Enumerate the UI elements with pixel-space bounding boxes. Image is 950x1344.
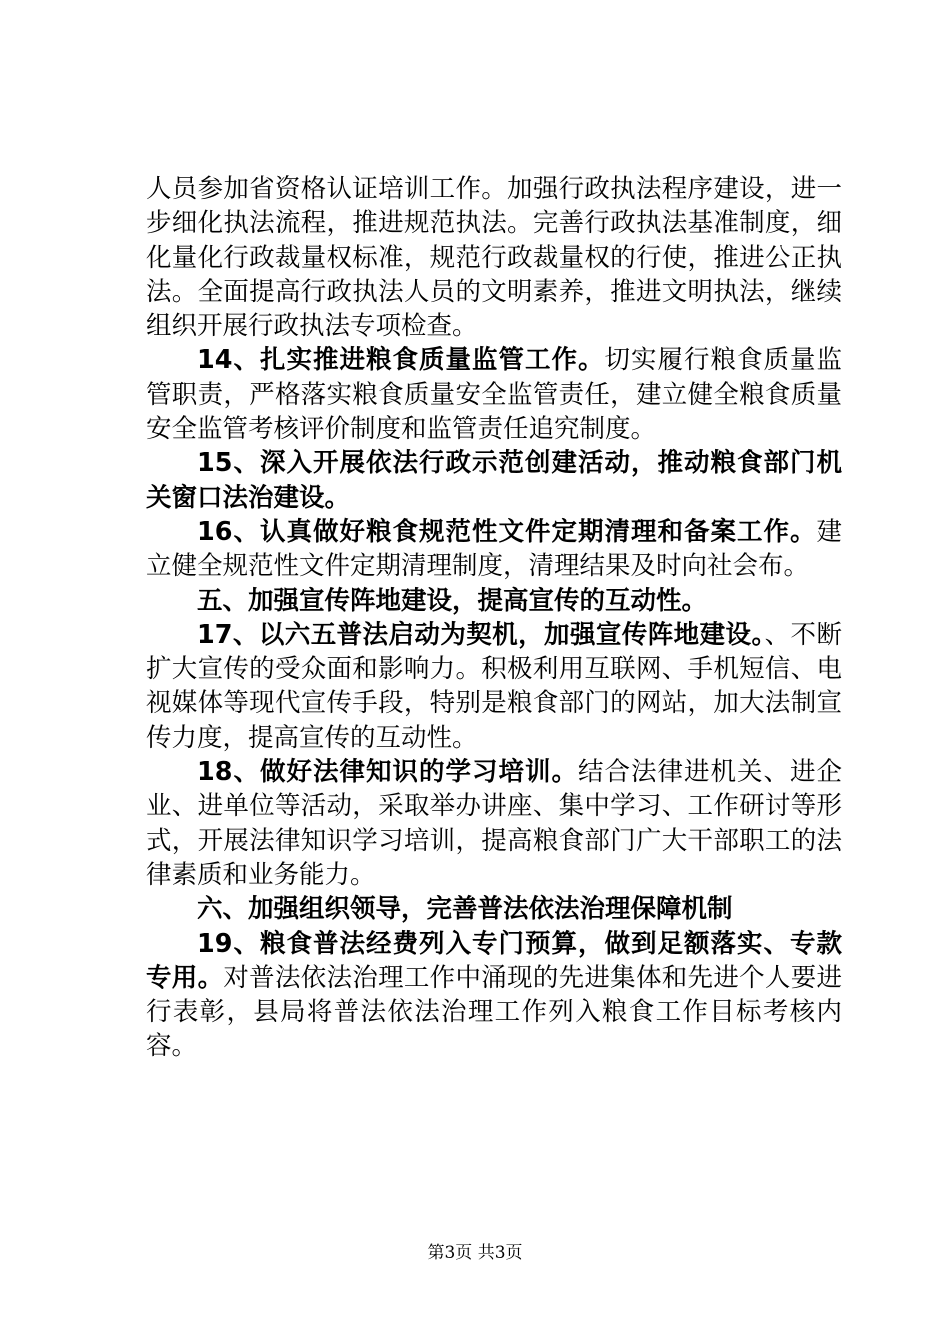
paragraph-6-text: 、不断扩大宣传的受众面和影响力。积极利用互联网、手机短信、电视媒体等现代宣传手段，特别是粮食部门的网站，加大法制宣传力度，提高宣传的互动性。: [146, 619, 842, 753]
paragraph-6: [146, 618, 842, 755]
paragraph-6-heading: 17、以六五普法启动为契机，加强宣传阵地建设。: [197, 619, 765, 650]
section-5-heading: 五、加强宣传阵地建设，提高宣传的互动性。: [197, 585, 708, 616]
paragraph-9-text: 对普法依法治理工作中涌现的先进集体和先进个人要进行表彰，县局将普法依法治理工作列入粮食工作目标考核内容。: [146, 962, 842, 1062]
paragraph-2: [146, 343, 842, 446]
paragraph-1-text: 人员参加省资格认证培训工作。加强行政执法程序建设，进一步细化执法流程，推进规范执法。完善行政执法基准制度，细化量化行政裁量权标准，规范行政裁量权的行使，推进公正执法。全面提高行政执法人员的文明素养，推进文明执法，继续组织开展行政执法专项检查。: [146, 174, 842, 342]
section-heading-5: [146, 584, 842, 618]
document-body: [146, 172, 842, 1064]
paragraph-4-text: 建立健全规范性文件定期清理制度，清理结果及时向社会布。: [146, 516, 842, 582]
page-footer: [0, 1242, 950, 1264]
paragraph-3-heading: 15、深入开展依法行政示范创建活动，推动粮食部门机关窗口法治建设。: [146, 448, 842, 513]
paragraph-2-text: 切实履行粮食质量监管职责，严格落实粮食质量安全监管责任，建立健全粮食质量安全监管考核评价制度和监管责任追究制度。: [146, 345, 842, 445]
page-number: 第3页 共3页: [427, 1243, 523, 1263]
section-6-heading: 六、加强组织领导，完善普法依法治理保障机制: [197, 894, 733, 925]
paragraph-7: [146, 755, 842, 892]
paragraph-9-heading: 19、粮食普法经费列入专门预算，做到足额落实、专款专用。: [146, 928, 842, 993]
paragraph-3: [146, 446, 842, 515]
section-heading-6: [146, 892, 842, 926]
paragraph-1: [146, 172, 842, 343]
paragraph-7-text: 结合法律进机关、进企业、进单位等活动，采取举办讲座、集中学习、工作研讨等形式，开展法律知识学习培训，提高粮食部门广大干部职工的法律素质和业务能力。: [146, 757, 842, 890]
paragraph-2-heading: 14、扎实推进粮食质量监管工作。: [197, 345, 605, 376]
paragraph-4-heading: 16、认真做好粮食规范性文件定期清理和备案工作。: [197, 516, 817, 547]
paragraph-7-heading: 18、做好法律知识的学习培训。: [197, 757, 578, 788]
paragraph-4: [146, 515, 842, 584]
paragraph-9: [146, 927, 842, 1064]
